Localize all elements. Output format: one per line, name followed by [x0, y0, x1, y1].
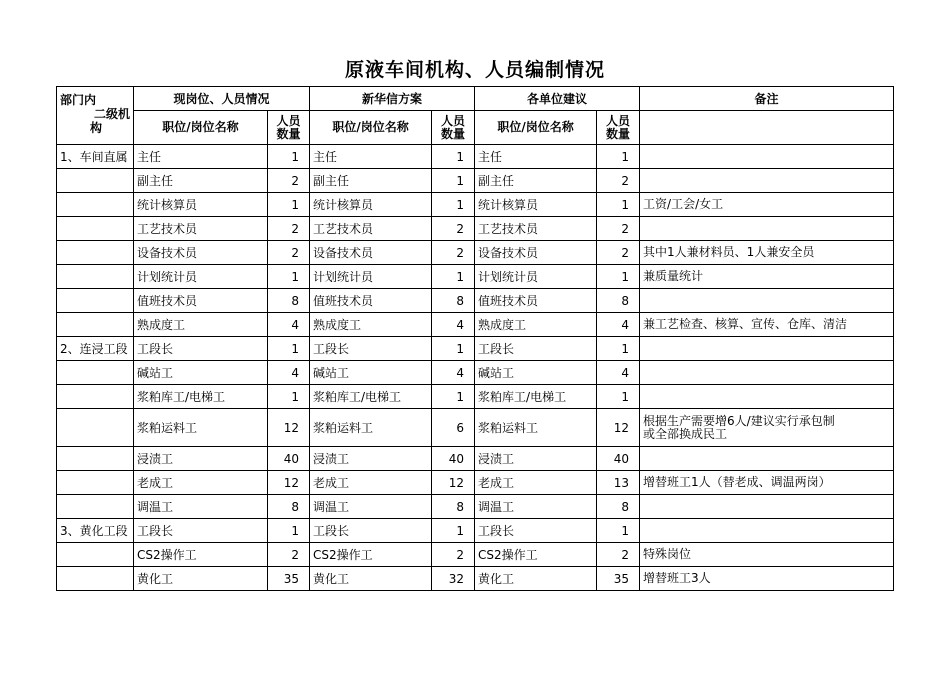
- units-position-cell: 工段长: [475, 519, 597, 543]
- units-position-cell: 工段长: [475, 337, 597, 361]
- current-headcount-header: [268, 111, 310, 145]
- xinhuaxin-position-cell: 设备技术员: [310, 241, 432, 265]
- table-row: [57, 495, 894, 519]
- table-row: [57, 385, 894, 409]
- xinhuaxin-headcount-cell: 1: [432, 519, 475, 543]
- current-headcount-cell: 2: [268, 217, 310, 241]
- remark-cell: [640, 495, 894, 519]
- dept-cell: [57, 447, 134, 471]
- xinhuaxin-position-cell: 副主任: [310, 169, 432, 193]
- xinhuaxin-position-cell: 浆粕库工/电梯工: [310, 385, 432, 409]
- xinhuaxin-headcount-cell: 4: [432, 361, 475, 385]
- current-position-cell: 浸渍工: [134, 447, 268, 471]
- current-headcount-cell: 8: [268, 495, 310, 519]
- xinhuaxin-position-cell: 熟成度工: [310, 313, 432, 337]
- current-position-cell: 浆粕库工/电梯工: [134, 385, 268, 409]
- units-headcount-cell: 4: [597, 361, 640, 385]
- xinhuaxin-headcount-cell: 4: [432, 313, 475, 337]
- units-headcount-cell: 1: [597, 337, 640, 361]
- table-row: [57, 361, 894, 385]
- current-position-cell: 统计核算员: [134, 193, 268, 217]
- headcount-line-1: 人员: [606, 113, 631, 128]
- xinhuaxin-headcount-cell: 8: [432, 495, 475, 519]
- units-headcount-cell: 2: [597, 543, 640, 567]
- xinhuaxin-headcount-cell: 1: [432, 193, 475, 217]
- units-headcount-cell: 1: [597, 385, 640, 409]
- xinhuaxin-header: 新华信方案: [310, 87, 475, 111]
- xinhuaxin-headcount-cell: 6: [432, 409, 475, 447]
- dept-cell: [57, 193, 134, 217]
- units-position-cell: 工艺技术员: [475, 217, 597, 241]
- xinhuaxin-headcount-cell: 40: [432, 447, 475, 471]
- headcount-line-2: 数量: [441, 126, 466, 141]
- table-row: [57, 447, 894, 471]
- units-headcount-cell: 13: [597, 471, 640, 495]
- current-position-cell: 碱站工: [134, 361, 268, 385]
- current-headcount-cell: 35: [268, 567, 310, 591]
- current-position-cell: CS2操作工: [134, 543, 268, 567]
- remark-cell: [640, 519, 894, 543]
- xinhuaxin-position-cell: 浸渍工: [310, 447, 432, 471]
- xinhuaxin-position-cell: 工艺技术员: [310, 217, 432, 241]
- page-title: 原液车间机构、人员编制情况: [344, 59, 605, 81]
- xinhuaxin-headcount-cell: 8: [432, 289, 475, 313]
- units-headcount-cell: 4: [597, 313, 640, 337]
- remark-cell: [640, 385, 894, 409]
- headcount-line-1: 人员: [276, 113, 301, 128]
- dept-header-line-1: 部门内: [60, 93, 97, 107]
- current-headcount-cell: 4: [268, 361, 310, 385]
- xinhuaxin-position-cell: 值班技术员: [310, 289, 432, 313]
- remark-line: 或全部换成民工: [643, 426, 728, 441]
- xinhuaxin-headcount-cell: 2: [432, 543, 475, 567]
- table-row: [57, 313, 894, 337]
- remark-cell: [640, 337, 894, 361]
- current-headcount-cell: 1: [268, 265, 310, 289]
- xinhuaxin-headcount-cell: 1: [432, 385, 475, 409]
- remark-cell: 特殊岗位: [640, 543, 894, 567]
- xinhuaxin-position-cell: 工段长: [310, 337, 432, 361]
- units-headcount-cell: 1: [597, 193, 640, 217]
- remark-cell: [640, 217, 894, 241]
- units-header: 各单位建议: [475, 87, 640, 111]
- remark-cell: [640, 145, 894, 169]
- current-headcount-cell: 12: [268, 409, 310, 447]
- units-headcount-cell: 8: [597, 289, 640, 313]
- remark-sub-header: [640, 111, 894, 145]
- headcount-line-2: 数量: [606, 126, 631, 141]
- dept-header: [57, 87, 134, 145]
- units-position-cell: 碱站工: [475, 361, 597, 385]
- units-position-cell: 调温工: [475, 495, 597, 519]
- table-row: [57, 519, 894, 543]
- xinhuaxin-position-cell: 计划统计员: [310, 265, 432, 289]
- dept-cell: [57, 495, 134, 519]
- xinhuaxin-position-cell: 老成工: [310, 471, 432, 495]
- current-position-cell: 工段长: [134, 337, 268, 361]
- remark-cell: 兼质量统计: [640, 265, 894, 289]
- units-headcount-cell: 1: [597, 265, 640, 289]
- dept-cell: [57, 409, 134, 447]
- current-headcount-cell: 1: [268, 193, 310, 217]
- current-position-cell: 调温工: [134, 495, 268, 519]
- remark-cell: [640, 361, 894, 385]
- units-headcount-cell: 1: [597, 519, 640, 543]
- units-headcount-cell: 35: [597, 567, 640, 591]
- current-headcount-cell: 2: [268, 241, 310, 265]
- xinhuaxin-position-cell: 工段长: [310, 519, 432, 543]
- dept-cell: [57, 361, 134, 385]
- table-row: [57, 471, 894, 495]
- current-headcount-cell: 1: [268, 385, 310, 409]
- xinhuaxin-position-cell: 主任: [310, 145, 432, 169]
- table-body: [57, 145, 894, 591]
- current-headcount-cell: 2: [268, 169, 310, 193]
- dept-cell: 1、车间直属: [57, 145, 134, 169]
- units-headcount-cell: 40: [597, 447, 640, 471]
- current-position-cell: 熟成度工: [134, 313, 268, 337]
- table-row: [57, 337, 894, 361]
- current-headcount-cell: 1: [268, 519, 310, 543]
- xinhuaxin-headcount-cell: 1: [432, 265, 475, 289]
- remark-cell: 其中1人兼材料员、1人兼安全员: [640, 241, 894, 265]
- header-row-2: [57, 111, 894, 145]
- remark-cell: [640, 447, 894, 471]
- current-position-cell: 设备技术员: [134, 241, 268, 265]
- dept-header-line-2: 二级机: [93, 107, 130, 121]
- headcount-line-1: 人员: [441, 113, 466, 128]
- units-position-cell: 熟成度工: [475, 313, 597, 337]
- xinhuaxin-headcount-cell: 1: [432, 337, 475, 361]
- xinhuaxin-position-cell: 碱站工: [310, 361, 432, 385]
- table-row: [57, 217, 894, 241]
- xinhuaxin-position-cell: 浆粕运料工: [310, 409, 432, 447]
- remark-cell: 兼工艺检查、核算、宣传、仓库、清洁: [640, 313, 894, 337]
- units-position-header: 职位/岗位名称: [475, 111, 597, 145]
- xinhuaxin-headcount-cell: 2: [432, 241, 475, 265]
- current-headcount-cell: 8: [268, 289, 310, 313]
- dept-cell: 3、黄化工段: [57, 519, 134, 543]
- xinhuaxin-position-cell: 统计核算员: [310, 193, 432, 217]
- current-position-header: 职位/岗位名称: [134, 111, 268, 145]
- units-position-cell: 浸渍工: [475, 447, 597, 471]
- current-position-cell: 工段长: [134, 519, 268, 543]
- header-row-1: [57, 87, 894, 111]
- remark-cell: [640, 289, 894, 313]
- current-headcount-cell: 4: [268, 313, 310, 337]
- dept-cell: [57, 471, 134, 495]
- current-position-cell: 老成工: [134, 471, 268, 495]
- current-position-cell: 黄化工: [134, 567, 268, 591]
- xinhuaxin-headcount-cell: 12: [432, 471, 475, 495]
- xinhuaxin-position-cell: CS2操作工: [310, 543, 432, 567]
- dept-cell: [57, 217, 134, 241]
- units-position-cell: 黄化工: [475, 567, 597, 591]
- current-position-cell: 计划统计员: [134, 265, 268, 289]
- current-position-cell: 工艺技术员: [134, 217, 268, 241]
- dept-cell: [57, 313, 134, 337]
- xinhuaxin-headcount-cell: 1: [432, 145, 475, 169]
- dept-cell: [57, 241, 134, 265]
- xinhuaxin-position-cell: 黄化工: [310, 567, 432, 591]
- units-position-cell: 副主任: [475, 169, 597, 193]
- dept-cell: [57, 543, 134, 567]
- units-headcount-cell: 1: [597, 145, 640, 169]
- units-headcount-header: [597, 111, 640, 145]
- units-position-cell: 老成工: [475, 471, 597, 495]
- table-row: [57, 265, 894, 289]
- table-row: [57, 409, 894, 447]
- dept-cell: [57, 385, 134, 409]
- units-position-cell: 浆粕运料工: [475, 409, 597, 447]
- units-position-cell: 浆粕库工/电梯工: [475, 385, 597, 409]
- xinhuaxin-headcount-cell: 1: [432, 169, 475, 193]
- units-position-cell: 计划统计员: [475, 265, 597, 289]
- current-position-cell: 副主任: [134, 169, 268, 193]
- table-row: [57, 241, 894, 265]
- xinhuaxin-headcount-cell: 32: [432, 567, 475, 591]
- table-row: [57, 193, 894, 217]
- xinhuaxin-position-cell: 调温工: [310, 495, 432, 519]
- current-position-cell: 浆粕运料工: [134, 409, 268, 447]
- units-position-cell: 主任: [475, 145, 597, 169]
- remark-cell: [640, 409, 894, 447]
- remark-cell: [640, 169, 894, 193]
- current-headcount-cell: 2: [268, 543, 310, 567]
- remark-cell: 增替班工3人: [640, 567, 894, 591]
- dept-cell: [57, 169, 134, 193]
- remark-cell: 增替班工1人（替老成、调温两岗）: [640, 471, 894, 495]
- units-headcount-cell: 2: [597, 241, 640, 265]
- dept-cell: [57, 265, 134, 289]
- dept-cell: 2、连浸工段: [57, 337, 134, 361]
- remark-header: 备注: [640, 87, 894, 111]
- staffing-table: [56, 86, 894, 591]
- current-headcount-cell: 12: [268, 471, 310, 495]
- units-headcount-cell: 12: [597, 409, 640, 447]
- dept-header-line-3: 构: [90, 121, 103, 135]
- dept-cell: [57, 289, 134, 313]
- units-position-cell: 设备技术员: [475, 241, 597, 265]
- xinhuaxin-headcount-header: [432, 111, 475, 145]
- units-headcount-cell: 2: [597, 217, 640, 241]
- units-position-cell: 统计核算员: [475, 193, 597, 217]
- units-headcount-cell: 2: [597, 169, 640, 193]
- current-position-cell: 值班技术员: [134, 289, 268, 313]
- dept-cell: [57, 567, 134, 591]
- current-headcount-cell: 1: [268, 145, 310, 169]
- table-row: [57, 543, 894, 567]
- table-row: [57, 567, 894, 591]
- current-position-cell: 主任: [134, 145, 268, 169]
- table-row: [57, 289, 894, 313]
- units-position-cell: CS2操作工: [475, 543, 597, 567]
- current-header: 现岗位、人员情况: [134, 87, 310, 111]
- remark-cell: 工资/工会/女工: [640, 193, 894, 217]
- units-headcount-cell: 8: [597, 495, 640, 519]
- table-row: [57, 169, 894, 193]
- remark-line: 根据生产需要增6人/建议实行承包制: [643, 413, 835, 428]
- units-position-cell: 值班技术员: [475, 289, 597, 313]
- xinhuaxin-position-header: 职位/岗位名称: [310, 111, 432, 145]
- current-headcount-cell: 40: [268, 447, 310, 471]
- table-row: [57, 145, 894, 169]
- headcount-line-2: 数量: [276, 126, 301, 141]
- current-headcount-cell: 1: [268, 337, 310, 361]
- xinhuaxin-headcount-cell: 2: [432, 217, 475, 241]
